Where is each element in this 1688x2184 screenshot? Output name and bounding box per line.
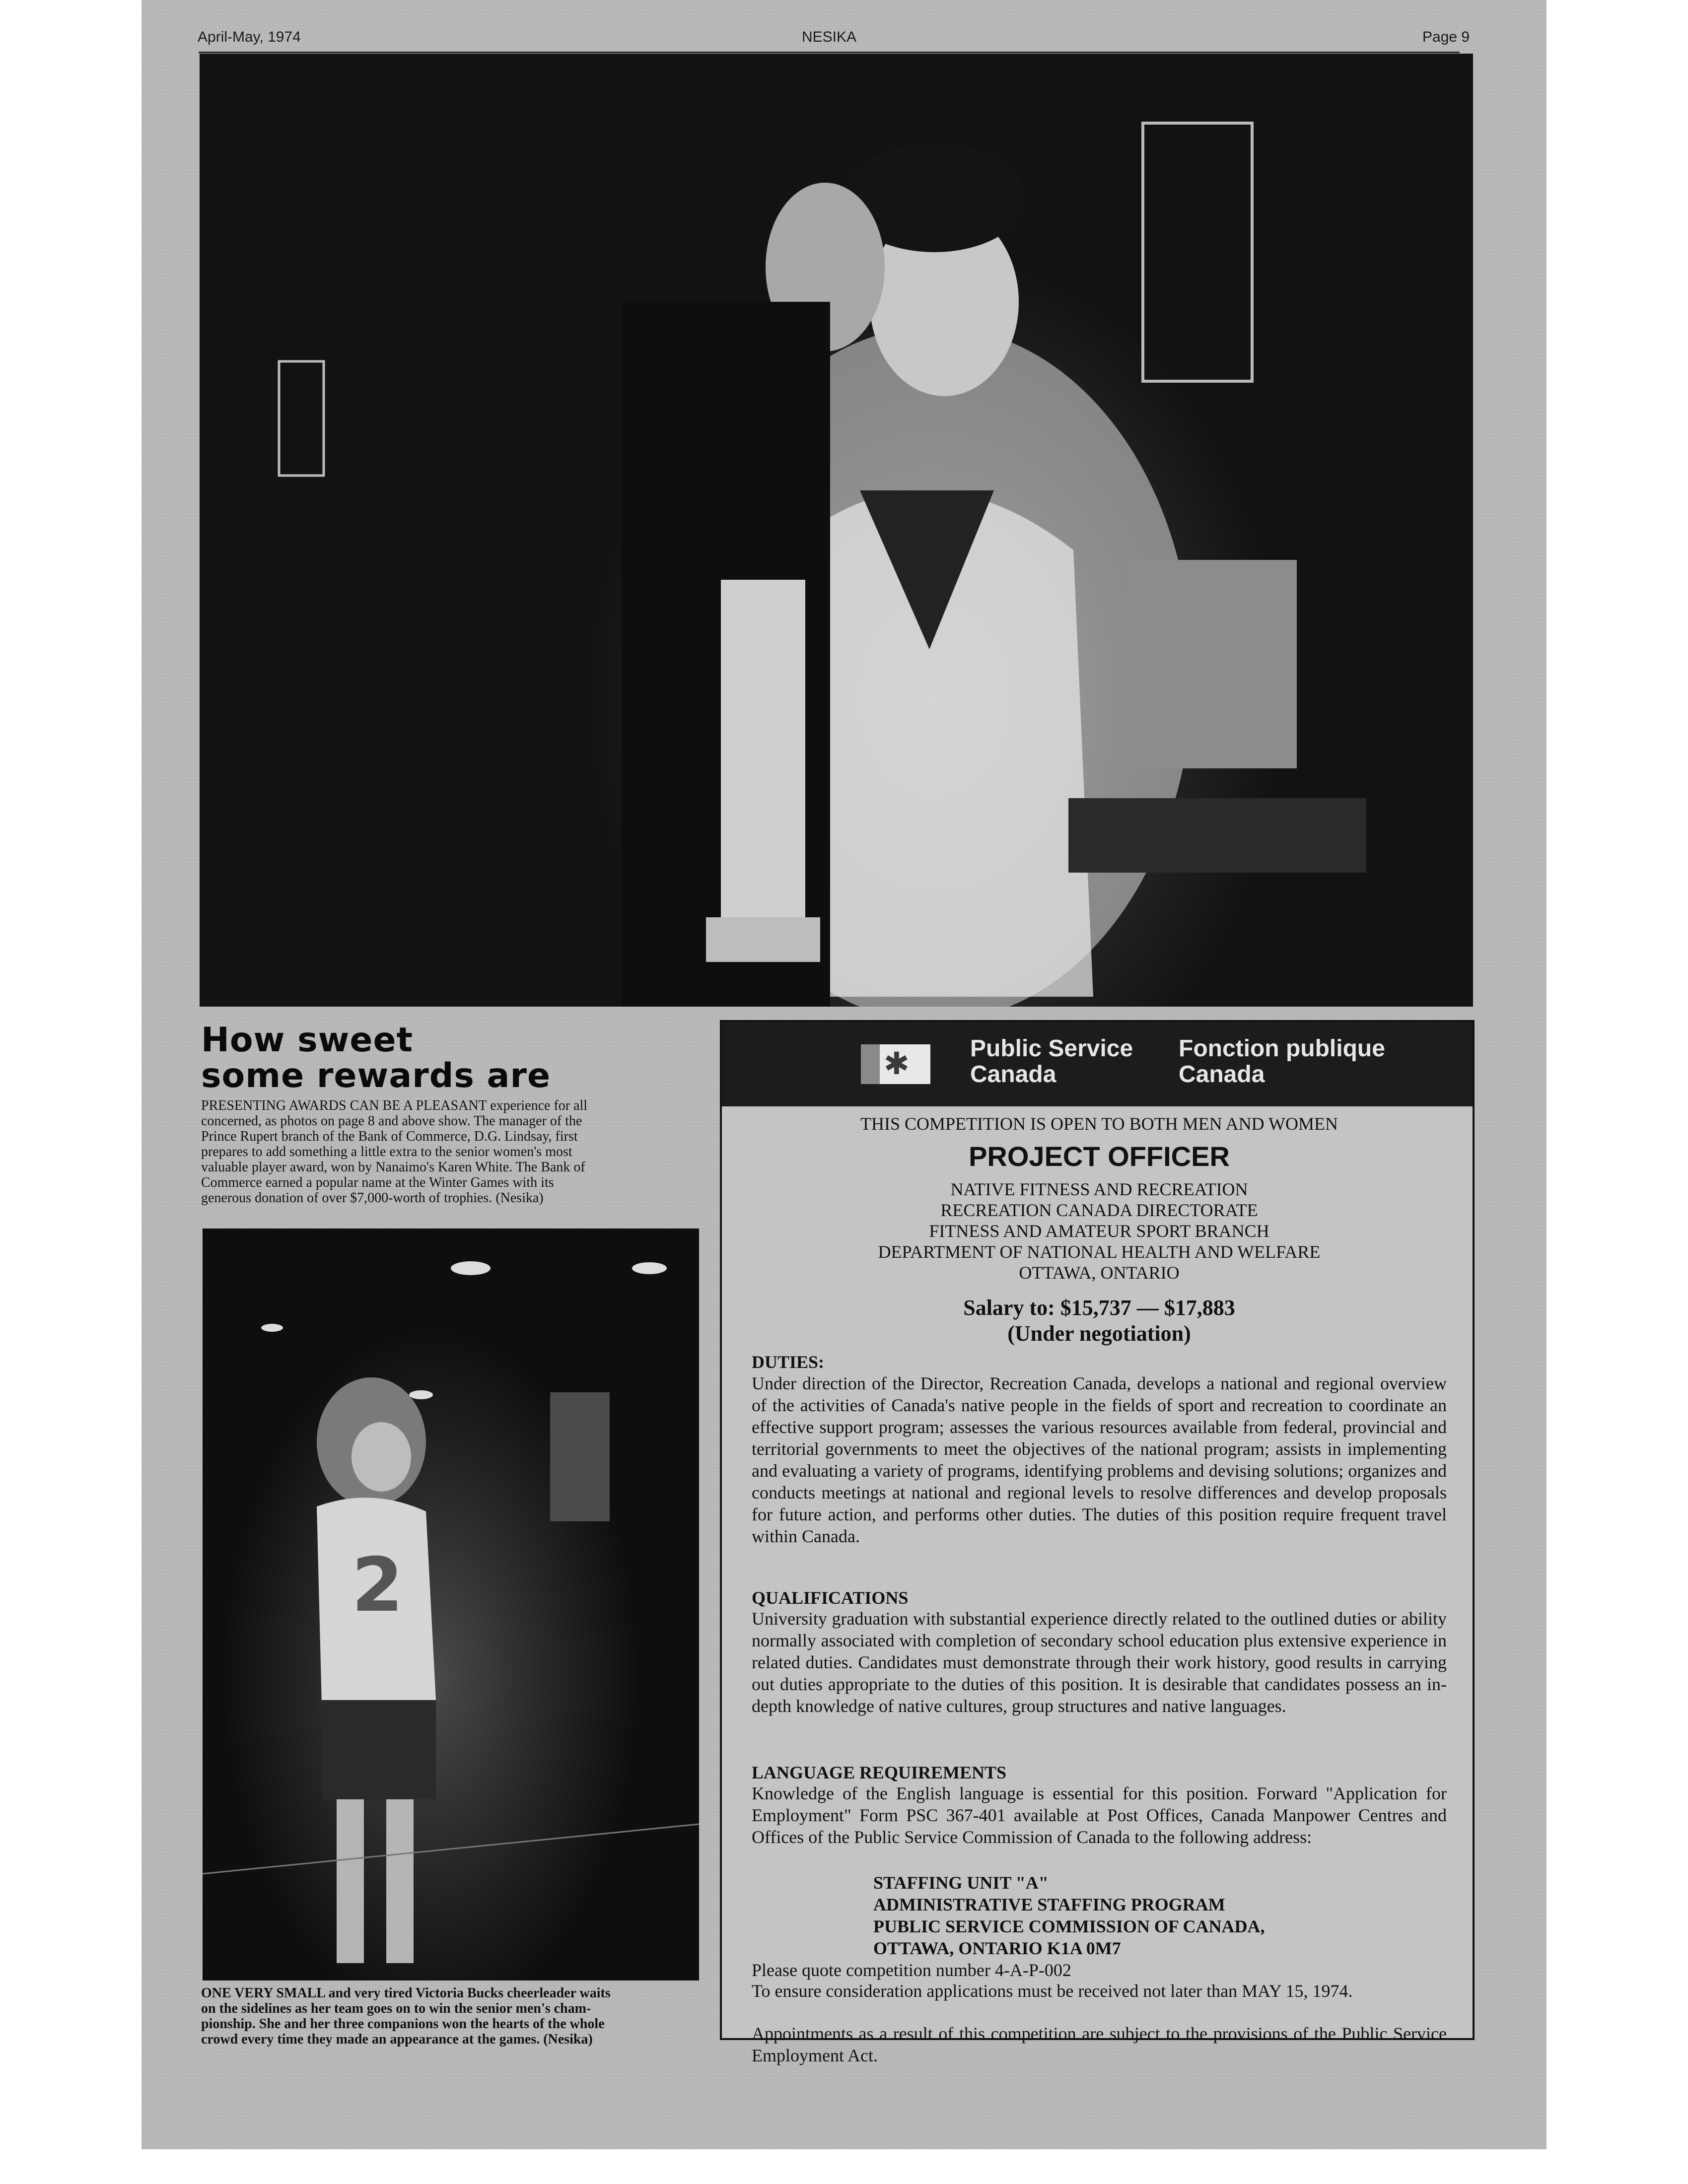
qualifications-heading: QUALIFICATIONS (752, 1588, 909, 1608)
job-title: PROJECT OFFICER (969, 1141, 1230, 1172)
address-line: STAFFING UNIT "A" (873, 1873, 1049, 1893)
duties-heading: DUTIES: (752, 1352, 825, 1372)
award-photo (200, 54, 1473, 1007)
dept-line: NATIVE FITNESS AND RECREATION (950, 1179, 1248, 1199)
dept-line: OTTAWA, ONTARIO (1019, 1263, 1180, 1283)
caption-line: pionship. She and her three companions won the hearts of the whole (201, 2016, 605, 2032)
duties-text: Under direction of the Director, Recreation Canada, develops a national and regional overview of the activities of Canada's native people in the fields of sport and recreation to coordinate an effective support program; assesses the various resources available from federal, provincial and territorial governments to meet the objectives of the national program; assists in implementing and evaluating a variety of programs, identifying problems and devising solutions; organizes and conducts meetings at national and regional levels to resolve differences and develop proposals for future action, and performs other duties. The duties of this position require frequent travel within Canada. (752, 1373, 1447, 1546)
dept-line: FITNESS AND AMATEUR SPORT BRANCH (929, 1221, 1269, 1241)
caption-line: valuable player award, won by Nanaimo's Karen White. The Bank of (201, 1160, 585, 1175)
page-number: Page 9 (1422, 29, 1470, 45)
cheerleader-photo-icon (203, 1228, 699, 1980)
award-photo-icon (200, 54, 1473, 1007)
department-block (752, 1179, 1447, 1283)
caption-line: generous donation of over $7,000-worth of trophies. (Nesika) (201, 1190, 544, 1206)
publication-name: NESIKA (802, 29, 857, 45)
address-block (873, 1872, 1265, 1959)
headline-line-1: How sweet (201, 1021, 414, 1060)
caption-line: crowd every time they made an appearance at the games. (Nesika) (201, 2032, 593, 2047)
headline-line-2: some rewards are (201, 1056, 551, 1095)
dept-line: DEPARTMENT OF NATIONAL HEALTH AND WELFARE (878, 1242, 1321, 1262)
deadline-line: To ensure consideration applications must be received not later than MAY 15, 1974. (752, 1981, 1353, 2001)
address-line: ADMINISTRATIVE STAFFING PROGRAM (873, 1895, 1225, 1914)
caption-line: Commerce earned a popular name at the Winter Games with its (201, 1175, 554, 1190)
salary-note: (Under negotiation) (1007, 1321, 1191, 1346)
maple-leaf-icon: ✱ (884, 1045, 910, 1082)
quote-line: Please quote competition number 4-A-P-002 (752, 1960, 1071, 1980)
caption-line: Prince Rupert branch of the Bank of Commerce, D.G. Lindsay, first (201, 1129, 578, 1144)
address-line: PUBLIC SERVICE COMMISSION OF CANADA, (873, 1916, 1265, 1936)
qualifications-text: University graduation with substantial experience directly related to the outlined duties or ability normally associated with completion of secondary school education plus extensive experience in related duties. Candidates must demonstrate through their work history, good results in carrying out duties appropriate to the duties of this position. It is desirable that candidates possess an in-depth knowledge of native cultures, group structures and native languages. (752, 1609, 1447, 1716)
org-name-fr: Fonction publique Canada (1179, 1035, 1385, 1088)
caption-line: prepares to add something a little extra to the senior women's most (201, 1144, 572, 1160)
closing-line: Appointments as a result of this competition are subject to the provisions of the Public Service Employment Act. (752, 2024, 1447, 2065)
caption-line: ONE VERY SMALL and very tired Victoria Bucks cheerleader waits (201, 1985, 611, 2001)
salary: Salary to: $15,737 — $17,883 (963, 1296, 1235, 1320)
caption-line: concerned, as photos on page 8 and above show. The manager of the (201, 1113, 582, 1129)
dept-line: RECREATION CANADA DIRECTORATE (940, 1200, 1258, 1220)
caption-line: PRESENTING AWARDS CAN BE A PLEASANT experience for all (201, 1098, 588, 1113)
cheerleader-caption (201, 1985, 700, 2047)
caption-line: on the sidelines as her team goes on to win the senior men's cham- (201, 2001, 591, 2016)
language-text: Knowledge of the English language is essential for this position. Forward "Application for Employment" Form PSC 367-401 available at Post Offices, Canada Manpower Centres and Offices of the Public Service Commission of Canada to the following address: (752, 1783, 1447, 1847)
address-line: OTTAWA, ONTARIO K1A 0M7 (873, 1938, 1121, 1958)
svg-text:2: 2 (352, 1542, 404, 1629)
cheerleader-photo (203, 1228, 699, 1980)
header-rule (199, 52, 1460, 53)
open-line: THIS COMPETITION IS OPEN TO BOTH MEN AND WOMEN (860, 1114, 1338, 1134)
language-heading: LANGUAGE REQUIREMENTS (752, 1763, 1007, 1782)
award-caption (201, 1098, 700, 1206)
ad-header-band (722, 1022, 1473, 1106)
job-advertisement (720, 1020, 1475, 2065)
issue-date: April-May, 1974 (198, 29, 301, 45)
canada-flag-icon (861, 1044, 930, 1084)
org-name-en: Public Service Canada (970, 1035, 1133, 1088)
